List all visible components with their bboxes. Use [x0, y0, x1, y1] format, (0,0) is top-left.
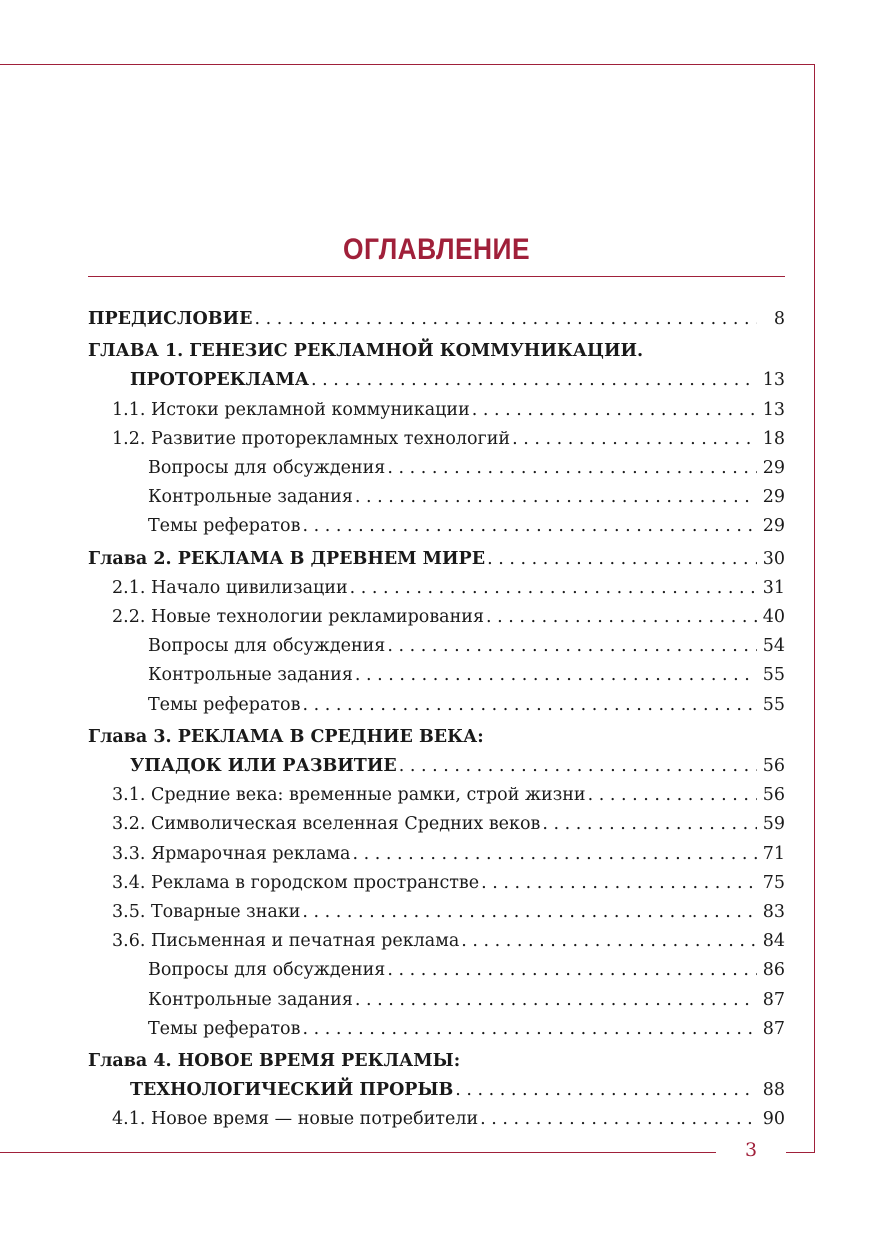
toc-entry-section-1-1[interactable] — [88, 396, 785, 425]
toc-entry-assignments[interactable] — [88, 986, 785, 1015]
toc-entry-page: 87 — [762, 989, 785, 1010]
dot-leader — [387, 454, 757, 483]
toc-entry-label: Контрольные задания — [148, 665, 353, 686]
toc-entry-label: Темы рефератов — [148, 694, 301, 715]
toc-entry-page: 90 — [762, 1109, 785, 1130]
toc-entry-label: 1.2. Развитие проторекламных технологий — [112, 428, 511, 449]
page-number: 3 — [744, 1139, 758, 1161]
dot-leader — [311, 366, 757, 395]
toc-entry-page: 55 — [762, 665, 785, 686]
toc-entry-label: 3.6. Письменная и печатная реклама — [112, 931, 460, 952]
toc-entry-label — [88, 723, 484, 752]
toc-entry-section-4-1[interactable] — [88, 1105, 785, 1134]
dot-leader — [486, 603, 757, 632]
dot-leader — [350, 574, 757, 603]
dot-leader — [480, 1105, 757, 1134]
toc-entry-label: Контрольные задания — [148, 989, 353, 1010]
toc-entry-title: РЕКЛАМА В СРЕДНИЕ ВЕКА: — [177, 726, 484, 747]
toc-entry-page: 18 — [762, 428, 785, 449]
toc-entry-label: 3.2. Символическая вселенная Средних веков — [112, 814, 541, 835]
toc-entry-questions[interactable] — [88, 632, 785, 661]
toc-entry-label: Вопросы для обсуждения — [148, 458, 386, 479]
toc-entry-essay-topics[interactable] — [88, 1015, 785, 1044]
toc-entry-chapter-2[interactable] — [88, 545, 785, 574]
dot-leader — [487, 545, 757, 574]
toc-entry-page: 29 — [762, 487, 785, 508]
toc-entry-page: 84 — [762, 931, 785, 952]
toc-entry-label: Темы рефератов — [148, 1018, 301, 1039]
dot-leader — [542, 810, 757, 839]
toc-entry-page: 13 — [762, 399, 785, 420]
toc-entry-page: 56 — [762, 785, 785, 806]
toc-entry-page: 83 — [762, 902, 785, 923]
toc-entry-page: 31 — [762, 577, 785, 598]
dot-leader — [387, 956, 757, 985]
toc-entry-label-cont: УПАДОК ИЛИ РАЗВИТИЕ — [130, 756, 397, 777]
toc-entry-chapter-4[interactable] — [88, 1047, 785, 1105]
toc-entry-page: 71 — [762, 843, 785, 864]
toc-entry-section-3-5[interactable] — [88, 898, 785, 927]
toc-entry-page: 29 — [762, 458, 785, 479]
toc-entry-page: 29 — [762, 516, 785, 537]
page-frame-right — [814, 64, 815, 1153]
dot-leader — [387, 632, 757, 661]
toc-entry-label: 3.3. Ярмарочная реклама — [112, 843, 351, 864]
dot-leader — [588, 781, 757, 810]
toc-entry-section-3-1[interactable] — [88, 781, 785, 810]
dot-leader — [254, 305, 757, 334]
toc-entry-page: 56 — [762, 756, 785, 777]
toc-entry-page: 54 — [762, 636, 785, 657]
toc-entry-page: 75 — [762, 872, 785, 893]
toc-entry-chapter-3[interactable] — [88, 723, 785, 781]
table-of-contents — [88, 305, 785, 1135]
toc-entry-label: ПРЕДИСЛОВИЕ — [88, 309, 253, 329]
page-frame-bottom-right — [786, 1152, 815, 1153]
toc-entry-section-3-4[interactable] — [88, 869, 785, 898]
toc-entry-section-3-6[interactable] — [88, 927, 785, 956]
toc-entry-label: Темы рефератов — [148, 516, 301, 537]
toc-entry-label: 3.5. Товарные знаки — [112, 902, 301, 923]
toc-entry-page: 55 — [762, 694, 785, 715]
toc-entry-page: 86 — [762, 960, 785, 981]
toc-entry-label: 1.1. Истоки рекламной коммуникации — [112, 399, 470, 420]
page-frame-bottom-left — [0, 1152, 716, 1153]
toc-entry-label: 3.4. Реклама в городском пространстве — [112, 872, 480, 893]
dot-leader — [302, 898, 757, 927]
dot-leader — [481, 869, 757, 898]
dot-leader — [302, 1015, 757, 1044]
page-frame-top — [0, 64, 815, 65]
dot-leader — [472, 396, 757, 425]
toc-entry-prefix: Глава 2. — [88, 548, 172, 569]
toc-entry-page: 8 — [773, 309, 785, 329]
toc-entry-page: 13 — [762, 370, 785, 391]
toc-entry-label: Вопросы для обсуждения — [148, 636, 386, 657]
toc-entry-assignments[interactable] — [88, 661, 785, 690]
dot-leader — [455, 1076, 757, 1105]
toc-entry-label: ГЛАВА 1. ГЕНЕЗИС РЕКЛАМНОЙ КОММУНИКАЦИИ. — [88, 341, 644, 362]
toc-entry-label: Вопросы для обсуждения — [148, 960, 386, 981]
toc-entry-label: 2.1. Начало цивилизации — [112, 577, 348, 598]
toc-entry-label: 3.1. Средние века: временные рамки, строй жизни — [112, 785, 586, 806]
toc-entry-questions[interactable] — [88, 454, 785, 483]
title-divider — [88, 276, 785, 277]
dot-leader — [302, 512, 757, 541]
dot-leader — [399, 752, 757, 781]
toc-entry-page: 87 — [762, 1018, 785, 1039]
toc-entry-page: 59 — [762, 814, 785, 835]
toc-entry-page: 30 — [762, 548, 785, 569]
toc-entry-prefix: Глава 3. — [88, 726, 172, 747]
toc-entry-essay-topics[interactable] — [88, 691, 785, 720]
page-title: ОГЛАВЛЕНИЕ — [342, 233, 531, 266]
dot-leader — [302, 691, 757, 720]
toc-entry-section-2-1[interactable] — [88, 574, 785, 603]
toc-entry-section-2-2[interactable] — [88, 603, 785, 632]
toc-entry-section-1-2[interactable] — [88, 425, 785, 454]
dot-leader — [355, 661, 757, 690]
dot-leader — [512, 425, 757, 454]
toc-entry-section-3-3[interactable] — [88, 840, 785, 869]
dot-leader — [355, 483, 757, 512]
toc-entry-title: РЕКЛАМА В ДРЕВНЕМ МИРЕ — [177, 548, 486, 569]
toc-entry-section-3-2[interactable] — [88, 810, 785, 839]
toc-entry-title: НОВОЕ ВРЕМЯ РЕКЛАМЫ: — [177, 1051, 461, 1072]
toc-entry-label — [88, 1047, 460, 1076]
dot-leader — [355, 986, 757, 1015]
toc-entry-chapter-1[interactable] — [88, 337, 785, 395]
toc-entry-questions[interactable] — [88, 956, 785, 985]
toc-entry-assignments[interactable] — [88, 483, 785, 512]
toc-entry-label-cont: ПРОТОРЕКЛАМА — [130, 370, 309, 391]
toc-entry-page: 88 — [762, 1080, 785, 1101]
toc-entry-prefix: Глава 4. — [88, 1051, 172, 1072]
toc-entry-label — [88, 545, 485, 574]
dot-leader — [461, 927, 757, 956]
toc-entry-label: 4.1. Новое время — новые потребители — [112, 1109, 479, 1130]
toc-entry-label-cont: ТЕХНОЛОГИЧЕСКИЙ ПРОРЫВ — [130, 1080, 454, 1101]
toc-entry-label: Контрольные задания — [148, 487, 353, 508]
dot-leader — [352, 840, 757, 869]
toc-entry-preface[interactable] — [88, 305, 785, 334]
toc-entry-page: 40 — [762, 607, 785, 628]
toc-entry-essay-topics[interactable] — [88, 512, 785, 541]
toc-entry-label: 2.2. Новые технологии рекламирования — [112, 607, 484, 628]
